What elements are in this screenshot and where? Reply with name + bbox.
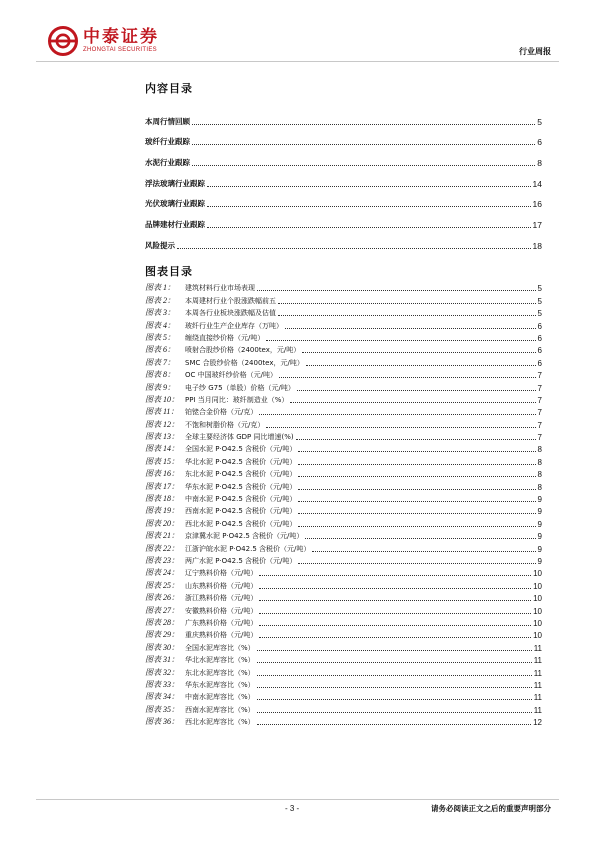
toc-entry-title: 浮法玻璃行业跟踪 (145, 178, 205, 188)
dot-leader (207, 206, 531, 207)
figure-entry[interactable] (145, 430, 542, 442)
dot-leader (257, 650, 532, 651)
figure-entry-title: PPI 当月同比：玻纤制造业（%） (185, 395, 289, 404)
figure-entry[interactable] (145, 479, 542, 491)
dot-leader (257, 290, 536, 291)
dot-leader (259, 414, 535, 415)
toc-entry-page: 16 (532, 199, 542, 210)
figure-entry-label: 图表 17： (145, 481, 179, 491)
zhongtai-logo-icon (48, 26, 78, 56)
figure-entry[interactable] (145, 516, 542, 528)
figure-entry[interactable] (145, 578, 542, 590)
figure-entry-title: 东北水泥库容比（%） (185, 668, 255, 677)
figure-entry-title: 江浙沪皖水泥 P·O42.5 含税价（元/吨） (185, 544, 311, 553)
dot-leader (257, 662, 532, 663)
figure-entry[interactable] (145, 467, 542, 479)
figure-entry-label: 图表 26： (145, 593, 179, 603)
dot-leader (298, 501, 535, 502)
figure-entry[interactable] (145, 702, 542, 714)
figure-entry-title: 山东熟料价格（元/吨） (185, 581, 258, 590)
figure-entry-label: 图表 31： (145, 655, 179, 665)
header-divider (36, 61, 559, 62)
figure-entry-page: 9 (537, 519, 542, 529)
figure-entry-page: 6 (537, 346, 542, 356)
figure-entry[interactable] (145, 293, 542, 305)
figure-entry-label: 图表 10： (145, 394, 179, 404)
figure-entry-page: 11 (533, 643, 542, 653)
logo-chinese-name: 中泰证券 (83, 27, 159, 47)
figure-entry-page: 7 (537, 395, 542, 405)
figure-entry-label: 图表 1： (145, 283, 175, 293)
figure-entry[interactable] (145, 554, 542, 566)
figures-list (145, 281, 542, 727)
figure-entry-page: 8 (537, 470, 542, 480)
contents-list (145, 106, 542, 251)
figure-entry-label: 图表 3： (145, 308, 175, 318)
figure-entry-title: 浙江熟料价格（元/吨） (185, 594, 258, 603)
figure-entry-title: 西南水泥库容比（%） (185, 705, 255, 714)
toc-entry-title: 本周行情回顾 (145, 116, 190, 126)
figure-entry-title: 东北水泥 P·O42.5 含税价（元/吨） (185, 470, 297, 479)
toc-entry-title: 水泥行业跟踪 (145, 158, 190, 168)
figure-entry[interactable] (145, 492, 542, 504)
dot-leader (259, 600, 531, 601)
figure-entry[interactable] (145, 306, 542, 318)
company-logo (48, 26, 159, 56)
figure-entry-label: 图表 25： (145, 580, 179, 590)
figure-entry[interactable] (145, 368, 542, 380)
figure-entry[interactable] (145, 603, 542, 615)
figure-entry-title: 中南水泥 P·O42.5 含税价（元/吨） (185, 495, 297, 504)
dot-leader (207, 186, 531, 187)
dot-leader (298, 451, 535, 452)
dot-leader (259, 575, 531, 576)
figure-entry-title: 重庆熟料价格（元/吨） (185, 631, 258, 640)
dot-leader (257, 712, 532, 713)
figure-entry[interactable] (145, 355, 542, 367)
dot-leader (298, 476, 535, 477)
toc-entry[interactable] (145, 209, 542, 230)
disclaimer-notice: 请务必阅读正文之后的重要声明部分 (431, 804, 551, 813)
figure-entry-page: 9 (537, 532, 542, 542)
dot-leader (298, 526, 535, 527)
dot-leader (297, 390, 536, 391)
figure-entry[interactable] (145, 529, 542, 541)
dot-leader (298, 563, 535, 564)
figure-entry[interactable] (145, 640, 542, 652)
report-type: 行业周报 (519, 47, 551, 56)
figure-entry-title: 不饱和树脂价格（元/克） (185, 420, 265, 429)
figure-entry-label: 图表 13： (145, 432, 179, 442)
figure-entry-title: 两广水泥 P·O42.5 含税价（元/吨） (185, 556, 297, 565)
toc-entry[interactable] (145, 230, 542, 251)
figure-entry-label: 图表 24： (145, 568, 179, 578)
figure-entry-label: 图表 20： (145, 518, 179, 528)
figure-entry-title: 广东熟料价格（元/吨） (185, 618, 258, 627)
figure-entry-page: 7 (537, 433, 542, 443)
figure-entry-title: 本周各行业板块涨跌幅及估值 (185, 309, 276, 318)
figure-entry-page: 9 (537, 495, 542, 505)
dot-leader (312, 551, 535, 552)
figure-entry[interactable] (145, 417, 542, 429)
footer-divider (36, 799, 559, 800)
figures-heading: 图表目录 (145, 265, 193, 278)
figure-entry-title: 电子纱 G75（单股）价格（元/吨） (185, 383, 295, 392)
page-number: - 3 - (285, 804, 300, 813)
figure-entry[interactable] (145, 690, 542, 702)
figure-entry-label: 图表 6： (145, 345, 175, 355)
dot-leader (259, 625, 531, 626)
dot-leader (207, 227, 531, 228)
toc-entry-title: 风险提示 (145, 240, 175, 250)
figure-entry-label: 图表 28： (145, 617, 179, 627)
figure-entry-page: 9 (537, 556, 542, 566)
figure-entry[interactable] (145, 380, 542, 392)
figure-entry-label: 图表 36： (145, 717, 179, 727)
figure-entry[interactable] (145, 628, 542, 640)
dot-leader (192, 124, 535, 125)
figure-entry-title: SMC 合股纱价格（2400tex，元/吨） (185, 358, 304, 367)
dot-leader (259, 588, 531, 589)
figure-entry-label: 图表 16： (145, 469, 179, 479)
figure-entry-title: 华东水泥库容比（%） (185, 680, 255, 689)
figure-entry[interactable] (145, 591, 542, 603)
figure-entry-title: 玻纤行业生产企业库存（万吨） (185, 321, 283, 330)
figure-entry-label: 图表 8： (145, 370, 175, 380)
figure-entry-page: 11 (533, 668, 542, 678)
dot-leader (290, 402, 535, 403)
figure-entry-title: 西北水泥库容比（%） (185, 718, 255, 727)
toc-entry[interactable] (145, 189, 542, 210)
figure-entry-page: 10 (533, 569, 542, 579)
figure-entry-label: 图表 29： (145, 630, 179, 640)
dot-leader (305, 538, 535, 539)
dot-leader (257, 687, 532, 688)
figure-entry-page: 10 (533, 631, 542, 641)
figure-entry-page: 10 (533, 581, 542, 591)
figure-entry-label: 图表 18： (145, 494, 179, 504)
figure-entry-label: 图表 9： (145, 382, 175, 392)
logo-english-name: ZHONGTAI SECURITIES (83, 47, 157, 53)
figure-entry-title: OC 中国玻纤纱价格（元/吨） (185, 371, 277, 380)
toc-entry-page: 17 (532, 220, 542, 231)
dot-leader (278, 303, 536, 304)
figure-entry-label: 图表 4： (145, 320, 175, 330)
figure-entry-title: 铂铑合金价格（元/克） (185, 408, 258, 417)
dot-leader (285, 328, 536, 329)
dot-leader (177, 248, 531, 249)
figure-entry-page: 8 (537, 445, 542, 455)
figure-entry-label: 图表 22： (145, 543, 179, 553)
toc-entry[interactable] (145, 168, 542, 189)
figure-entry-page: 8 (537, 482, 542, 492)
figure-entry-title: 京津冀水泥 P·O42.5 含税价（元/吨） (185, 532, 304, 541)
toc-entry-page: 14 (532, 178, 542, 189)
figure-entry-label: 图表 7： (145, 357, 175, 367)
toc-entry-title: 玻纤行业跟踪 (145, 137, 190, 147)
figure-entry-title: 西北水泥 P·O42.5 含税价（元/吨） (185, 519, 297, 528)
figure-entry-label: 图表 23： (145, 555, 179, 565)
figure-entry-title: 辽宁熟料价格（元/吨） (185, 569, 258, 578)
figure-entry[interactable] (145, 715, 542, 727)
figure-entry-title: 西南水泥 P·O42.5 含税价（元/吨） (185, 507, 297, 516)
figure-entry[interactable] (145, 318, 542, 330)
figure-entry-label: 图表 21： (145, 531, 179, 541)
dot-leader (257, 699, 532, 700)
dot-leader (257, 675, 532, 676)
toc-entry[interactable] (145, 106, 542, 127)
figure-entry-label: 图表 27： (145, 605, 179, 615)
figure-entry-page: 6 (537, 321, 542, 331)
figure-entry-page: 11 (533, 680, 542, 690)
dot-leader (296, 439, 536, 440)
figure-entry-page: 10 (533, 594, 542, 604)
figure-entry[interactable] (145, 541, 542, 553)
figure-entry[interactable] (145, 678, 542, 690)
figure-entry-label: 图表 15： (145, 456, 179, 466)
figure-entry-label: 图表 32： (145, 667, 179, 677)
toc-entry-page: 8 (537, 158, 542, 169)
figure-entry-page: 9 (537, 507, 542, 517)
figure-entry-label: 图表 19： (145, 506, 179, 516)
figure-entry-page: 8 (537, 457, 542, 467)
toc-entry[interactable] (145, 127, 542, 148)
figure-entry-page: 6 (537, 358, 542, 368)
figure-entry[interactable] (145, 566, 542, 578)
figure-entry-title: 华北水泥 P·O42.5 含税价（元/吨） (185, 457, 297, 466)
dot-leader (306, 365, 536, 366)
figure-entry-title: 全球主要经济体 GDP 同比增速(%) (185, 433, 294, 442)
figure-entry[interactable] (145, 504, 542, 516)
figure-entry-page: 5 (537, 309, 542, 319)
figure-entry-title: 本周建材行业个股涨跌幅前五 (185, 296, 276, 305)
dot-leader (298, 489, 535, 490)
dot-leader (257, 724, 531, 725)
figure-entry[interactable] (145, 331, 542, 343)
figure-entry[interactable] (145, 653, 542, 665)
figure-entry-page: 6 (537, 333, 542, 343)
dot-leader (259, 637, 531, 638)
figure-entry-page: 7 (537, 408, 542, 418)
figure-entry[interactable] (145, 442, 542, 454)
toc-entry-title: 光伏玻璃行业跟踪 (145, 199, 205, 209)
toc-entry-page: 18 (532, 240, 542, 251)
dot-leader (192, 165, 535, 166)
figure-entry-title: 全国水泥 P·O42.5 含税价（元/吨） (185, 445, 297, 454)
figure-entry-page: 5 (537, 296, 542, 306)
figure-entry-label: 图表 35： (145, 704, 179, 714)
figure-entry[interactable] (145, 281, 542, 293)
dot-leader (298, 464, 535, 465)
figure-entry[interactable] (145, 405, 542, 417)
figure-entry-page: 7 (537, 420, 542, 430)
figure-entry-page: 11 (533, 705, 542, 715)
dot-leader (192, 144, 535, 145)
figure-entry-page: 12 (533, 718, 542, 728)
figure-entry-label: 图表 34： (145, 692, 179, 702)
figure-entry[interactable] (145, 393, 542, 405)
toc-entry-page: 5 (537, 116, 542, 127)
figure-entry-title: 缠绕直接纱价格（元/吨） (185, 333, 265, 342)
toc-entry[interactable] (145, 147, 542, 168)
figure-entry-page: 11 (533, 656, 542, 666)
figure-entry-page: 7 (537, 383, 542, 393)
figure-entry-label: 图表 11： (145, 407, 179, 417)
figure-entry-page: 9 (537, 544, 542, 554)
figure-entry-page: 5 (537, 284, 542, 294)
toc-entry-page: 6 (537, 137, 542, 148)
figure-entry-page: 10 (533, 606, 542, 616)
dot-leader (266, 427, 535, 428)
figure-entry-page: 7 (537, 371, 542, 381)
figure-entry[interactable] (145, 454, 542, 466)
figure-entry-title: 喷射合股纱价格（2400tex，元/吨） (185, 346, 301, 355)
dot-leader (278, 315, 536, 316)
figure-entry-title: 安徽熟料价格（元/吨） (185, 606, 258, 615)
figure-entry[interactable] (145, 343, 542, 355)
figure-entry[interactable] (145, 616, 542, 628)
figure-entry-label: 图表 12： (145, 419, 179, 429)
figure-entry-title: 建筑材料行业市场表现 (185, 284, 255, 293)
figure-entry-label: 图表 5： (145, 332, 175, 342)
figure-entry-label: 图表 33： (145, 679, 179, 689)
figure-entry-title: 华北水泥库容比（%） (185, 656, 255, 665)
dot-leader (279, 377, 536, 378)
figure-entry-title: 华东水泥 P·O42.5 含税价（元/吨） (185, 482, 297, 491)
figure-entry-label: 图表 30： (145, 642, 179, 652)
figure-entry-label: 图表 14： (145, 444, 179, 454)
dot-leader (298, 513, 535, 514)
figure-entry[interactable] (145, 665, 542, 677)
figure-entry-title: 中南水泥库容比（%） (185, 693, 255, 702)
dot-leader (302, 352, 535, 353)
dot-leader (266, 340, 535, 341)
figure-entry-page: 10 (533, 618, 542, 628)
contents-heading: 内容目录 (145, 82, 193, 95)
toc-entry-title: 品牌建材行业跟踪 (145, 220, 205, 230)
dot-leader (259, 613, 531, 614)
figure-entry-label: 图表 2： (145, 295, 175, 305)
figure-entry-title: 全国水泥库容比（%） (185, 643, 255, 652)
figure-entry-page: 11 (533, 693, 542, 703)
